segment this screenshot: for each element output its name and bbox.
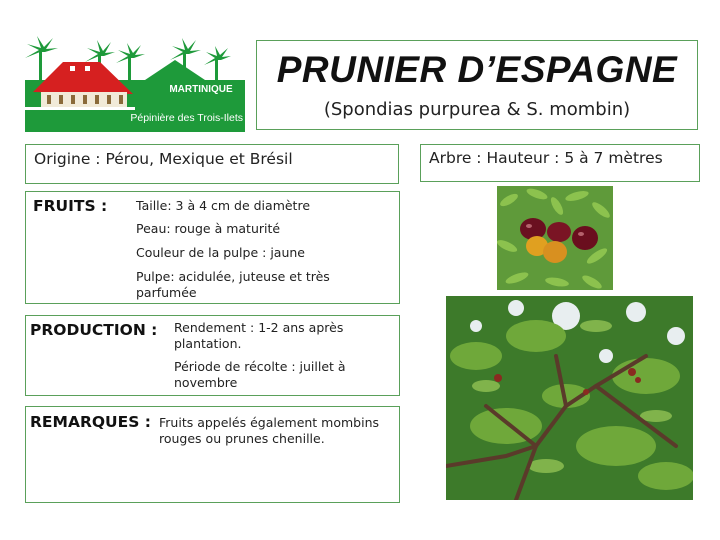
production-label: PRODUCTION :: [30, 321, 158, 339]
fruits-label: FRUITS :: [33, 197, 108, 215]
fruit-pulp: Pulpe: acidulée, juteuse et très parfumée: [136, 269, 330, 300]
production-harvest: Période de récolte : juillet à novembre: [174, 359, 346, 390]
page-title: PRUNIER D’ESPAGNE: [276, 49, 678, 90]
remarks-label: REMARQUES :: [30, 413, 151, 431]
production-box: [25, 315, 400, 396]
tree-foliage-image: [446, 296, 693, 500]
tree-height-box: [420, 144, 700, 182]
title-box: [256, 40, 698, 130]
fruit-cluster-image: [497, 186, 613, 290]
logo-region-label: MARTINIQUE: [157, 80, 245, 98]
fruit-size: Taille: 3 à 4 cm de diamètre: [136, 198, 311, 213]
scientific-name: (Spondias purpurea & S. mombin): [323, 99, 631, 120]
production-yield: Rendement : 1-2 ans après plantation.: [174, 320, 344, 351]
origin-box: [25, 144, 399, 184]
nursery-logo: [25, 32, 245, 132]
remarks-text: Fruits appelés également mombins rouges ou prunes chenille.: [159, 415, 380, 446]
fruit-photo: [497, 186, 613, 290]
origin-text: Origine : Pérou, Mexique et Brésil: [34, 150, 293, 168]
logo-nursery-name: Pépinière des Trois-Ilets: [130, 112, 243, 124]
remarks-box: [25, 406, 400, 503]
fruit-pulp-color: Couleur de la pulpe : jaune: [136, 245, 305, 260]
fruits-box: [25, 191, 400, 304]
tree-height-text: Arbre : Hauteur : 5 à 7 mètres: [429, 149, 663, 167]
fruit-skin: Peau: rouge à maturité: [136, 221, 281, 236]
tree-photo: [446, 296, 693, 500]
